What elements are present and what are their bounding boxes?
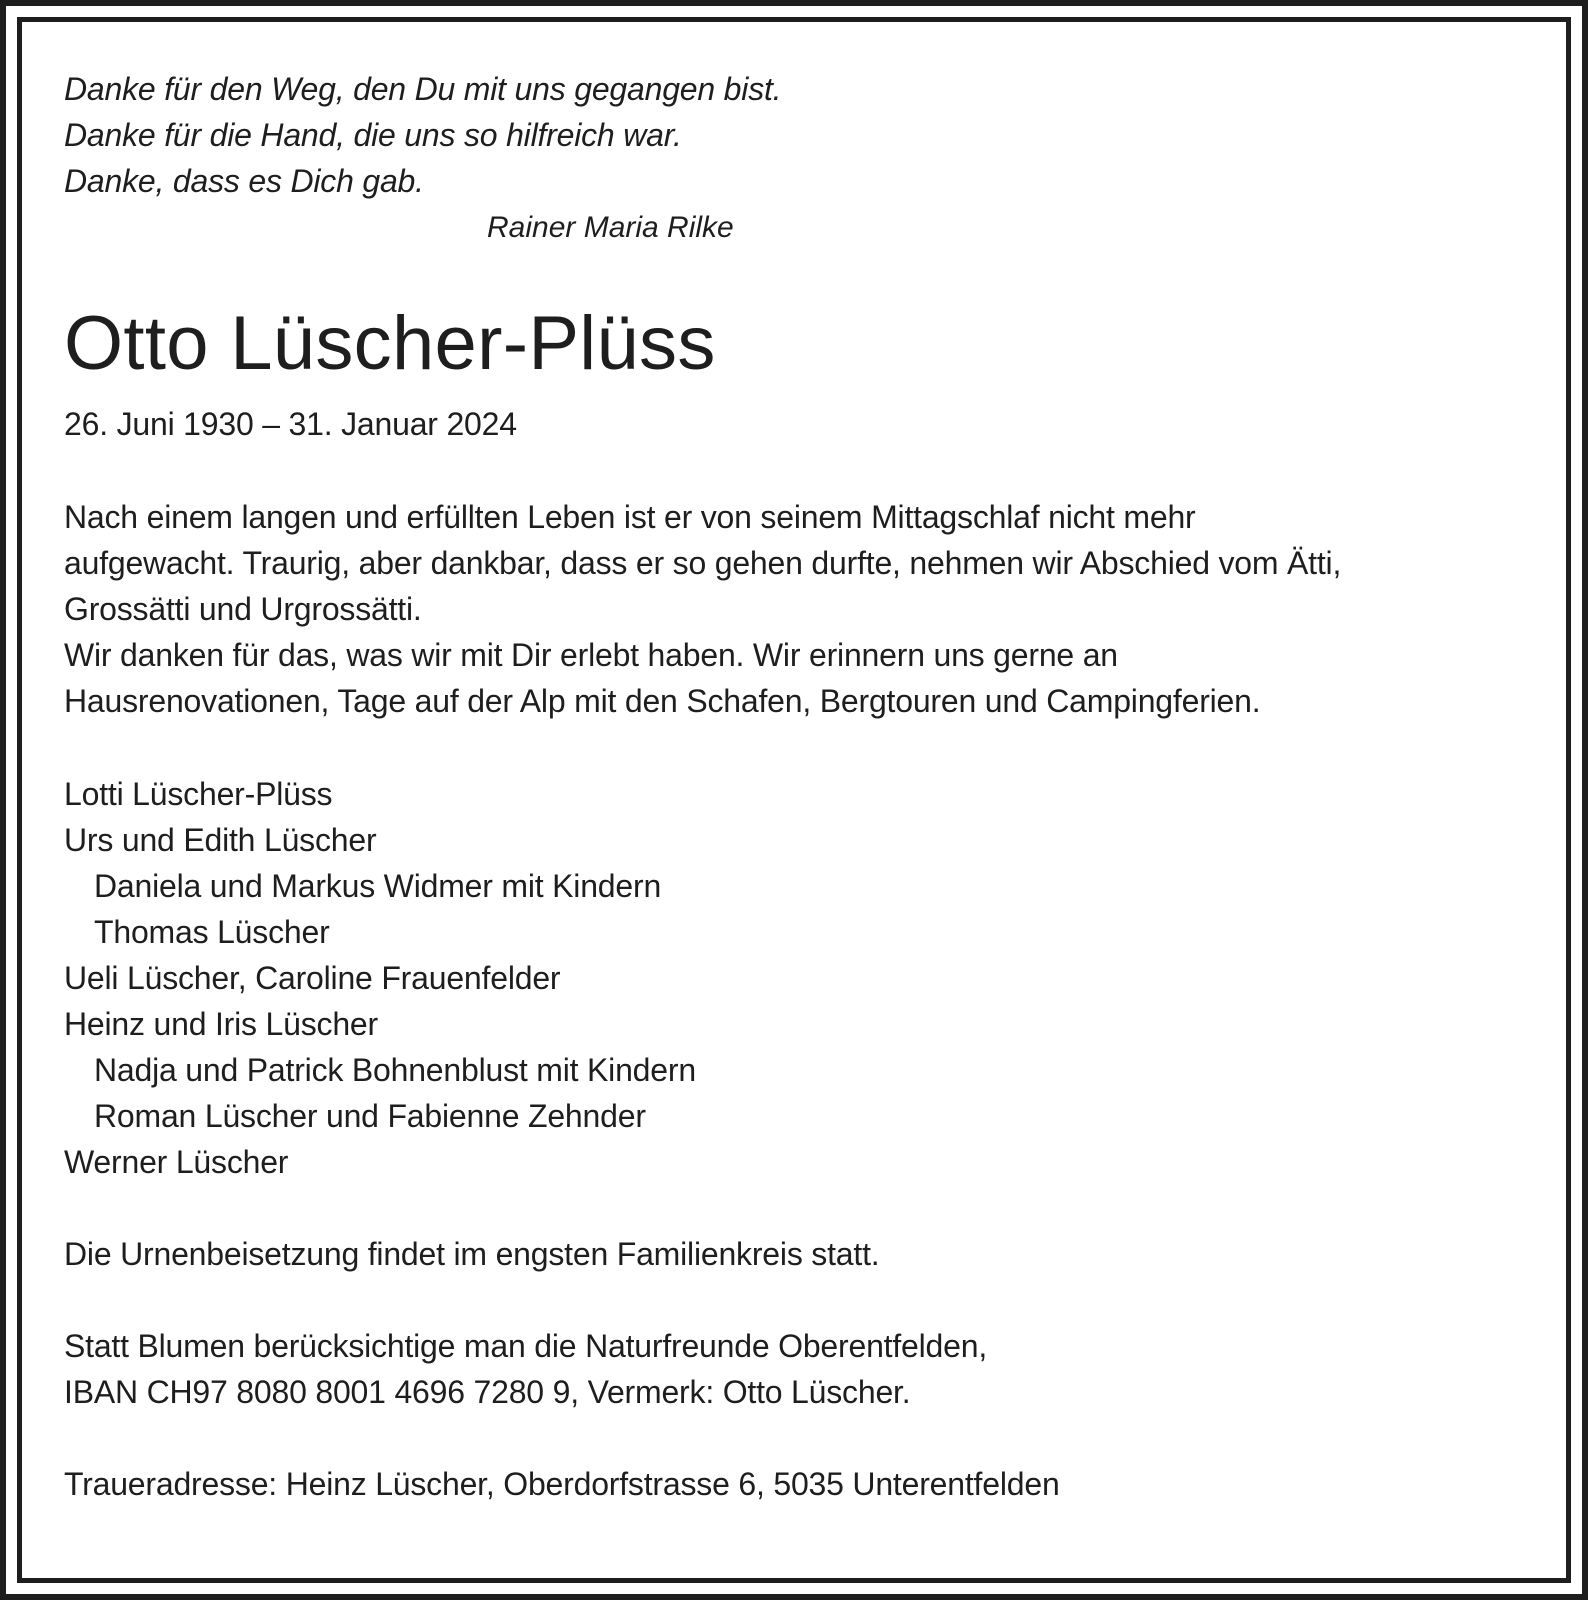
life-dates: 26. Juni 1930 – 31. Januar 2024 (64, 406, 517, 442)
motto-line: Danke, dass es Dich gab. (64, 163, 424, 199)
message-line: Wir danken für das, was wir mit Dir erlebt haben. Wir erinnern uns gerne an (64, 637, 1118, 673)
mourner-grandchild: Thomas Lüscher (94, 914, 330, 950)
mourner: Heinz und Iris Lüscher (64, 1006, 378, 1042)
message-line: Nach einem langen und erfüllten Leben ist er von seinem Mittagschlaf nicht mehr (64, 499, 1196, 535)
message-line: Grossätti und Urgrossätti. (64, 591, 422, 627)
mourning-address: Traueradresse: Heinz Lüscher, Oberdorfstrasse 6, 5035 Unterentfelden (64, 1466, 1060, 1502)
mourner: Ueli Lüscher, Caroline Frauenfelder (64, 960, 561, 996)
motto-line: Danke für die Hand, die uns so hilfreich war. (64, 117, 682, 153)
mourner: Werner Lüscher (64, 1144, 289, 1180)
motto-author: Rainer Maria Rilke (487, 211, 734, 244)
mourner: Lotti Lüscher-Plüss (64, 776, 333, 812)
message-line: aufgewacht. Traurig, aber dankbar, dass er so gehen durfte, nehmen wir Abschied vom Ätti, (64, 545, 1342, 581)
mourner: Urs und Edith Lüscher (64, 822, 377, 858)
donation-line: Statt Blumen berücksichtige man die Naturfreunde Oberentfelden, (64, 1328, 988, 1364)
deceased-name: Otto Lüscher-Plüss (64, 301, 716, 386)
mourner-grandchild: Roman Lüscher und Fabienne Zehnder (94, 1098, 646, 1134)
mourner-grandchild: Nadja und Patrick Bohnenblust mit Kindern (94, 1052, 696, 1088)
message-line: Hausrenovationen, Tage auf der Alp mit den Schafen, Bergtouren und Campingferien. (64, 683, 1261, 719)
motto-line: Danke für den Weg, den Du mit uns gegangen bist. (64, 71, 782, 107)
mourner-grandchild: Daniela und Markus Widmer mit Kindern (94, 868, 662, 904)
donation-line: IBAN CH97 8080 8001 4696 7280 9, Vermerk: Otto Lüscher. (64, 1374, 911, 1410)
burial-note: Die Urnenbeisetzung findet im engsten Familienkreis statt. (64, 1236, 880, 1272)
